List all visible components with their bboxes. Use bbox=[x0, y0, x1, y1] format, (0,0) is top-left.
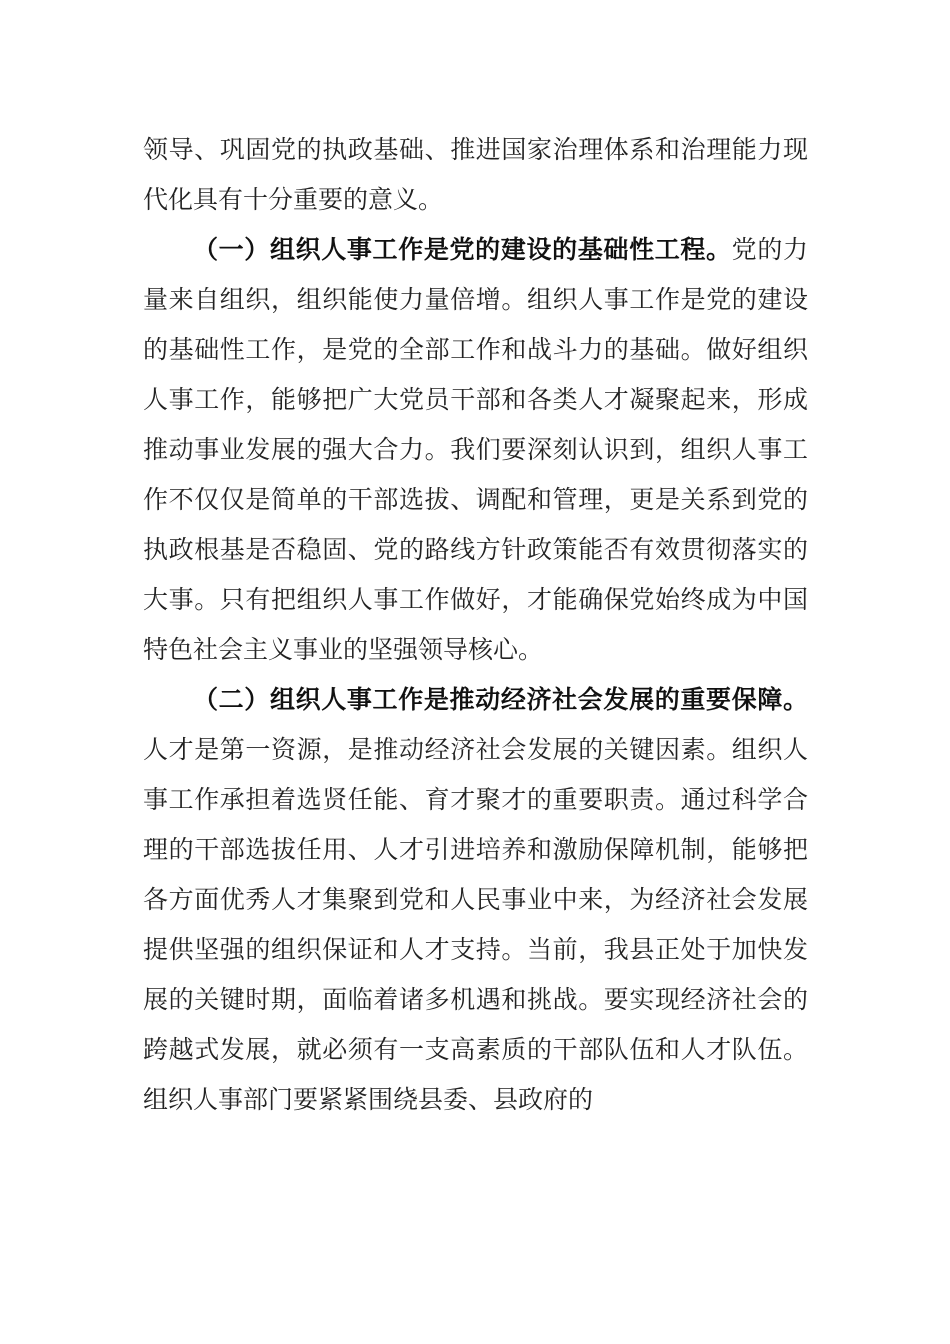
section-heading: （一）组织人事工作是党的建设的基础性工程。 bbox=[193, 235, 732, 264]
paragraph-text: 人才是第一资源，是推动经济社会发展的关键因素。组织人事工作承担着选贤任能、育才聚才的重要职责。通过科学合理的干部选拔任用、人才引进培养和激励保障机制，能够把各方面优秀人才集聚到党和人民事业中来，为经济社会发展提供坚强的组织保证和人才支持。当前，我县正处于加快发展的关键时期，面临着诸多机遇和挑战。要实现经济社会的跨越式发展，就必须有一支高素质的干部队伍和人才队伍。组织人事部门要紧紧围绕县委、县政府的 bbox=[143, 735, 808, 1114]
document-page bbox=[143, 125, 808, 1125]
paragraph-continuation bbox=[143, 125, 808, 225]
paragraph-text: 领导、巩固党的执政基础、推进国家治理体系和治理能力现代化具有十分重要的意义。 bbox=[143, 135, 808, 214]
paragraph-section-two bbox=[143, 675, 808, 1125]
paragraph-text: 党的力量来自组织，组织能使力量倍增。组织人事工作是党的建设的基础性工作，是党的全部工作和战斗力的基础。做好组织人事工作，能够把广大党员干部和各类人才凝聚起来，形成推动事业发展的强大合力。我们要深刻认识到，组织人事工作不仅仅是简单的干部选拔、调配和管理，更是关系到党的执政根基是否稳固、党的路线方针政策能否有效贯彻落实的大事。只有把组织人事工作做好，才能确保党始终成为中国特色社会主义事业的坚强领导核心。 bbox=[143, 235, 808, 664]
section-heading: （二）组织人事工作是推动经济社会发展的重要保障。 bbox=[193, 685, 808, 714]
paragraph-section-one bbox=[143, 225, 808, 675]
